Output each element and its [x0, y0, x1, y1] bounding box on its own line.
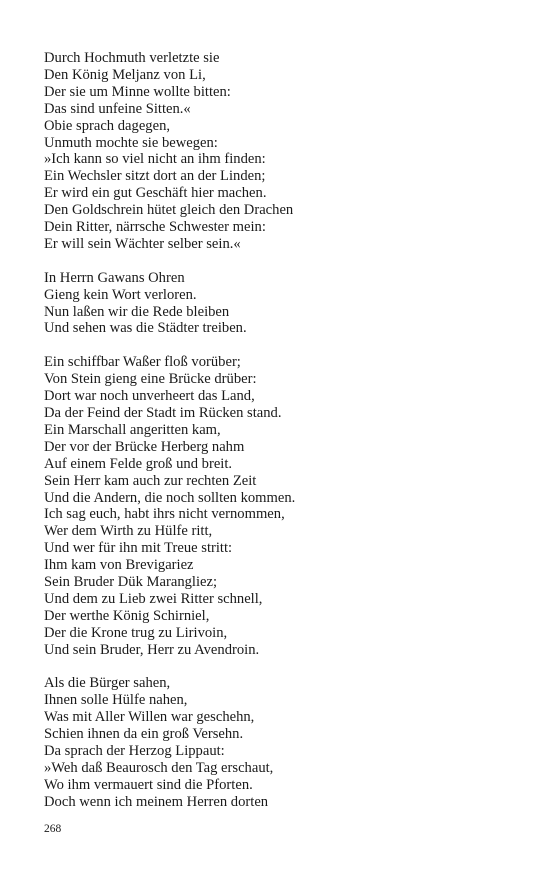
page-number: 268	[44, 823, 62, 835]
verse-line: Unmuth mochte sie bewegen:	[44, 134, 218, 151]
verse-line: Den König Meljanz von Li,	[44, 66, 206, 83]
verse-line: Ihnen solle Hülfe nahen,	[44, 692, 188, 709]
verse-line: Er wird ein gut Geschäft hier machen.	[44, 185, 267, 202]
verse-line: »Ich kann so viel nicht an ihm finden:	[44, 151, 266, 168]
verse-line: Und sein Bruder, Herr zu Avendroin.	[44, 641, 260, 658]
verse-line: Und die Andern, die noch sollten kommen.	[44, 489, 296, 506]
verse-line: Das sind unfeine Sitten.«	[44, 100, 191, 117]
verse-line: Schien ihnen da ein groß Versehn.	[44, 726, 244, 743]
verse-line: Wer dem Wirth zu Hülfe ritt,	[44, 523, 213, 540]
verse-line: Obie sprach dagegen,	[44, 117, 171, 134]
verse-line: Von Stein gieng eine Brücke drüber:	[44, 371, 257, 388]
verse-line: Dein Ritter, närrsche Schwester mein:	[44, 219, 266, 236]
verse-line: Und sehen was die Städter treiben.	[44, 320, 247, 337]
verse-line: Ein schiffbar Waßer floß vorüber;	[44, 354, 241, 371]
verse-line: Ich sag euch, habt ihrs nicht vernommen,	[44, 506, 285, 523]
verse-line: Da sprach der Herzog Lippaut:	[44, 743, 225, 760]
verse-line: Sein Bruder Dük Marangliez;	[44, 574, 218, 591]
stanza-3	[44, 354, 514, 658]
verse-line: Der werthe König Schirniel,	[44, 607, 210, 624]
verse-line: Den Goldschrein hütet gleich den Drachen	[44, 202, 294, 219]
verse-line: »Weh daß Beaurosch den Tag erschaut,	[44, 760, 274, 777]
verse-line: Ein Marschall angeritten kam,	[44, 421, 221, 438]
verse-line: Ihm kam von Brevigariez	[44, 557, 194, 574]
verse-line: Und wer für ihn mit Treue stritt:	[44, 540, 233, 557]
verse-line: Ein Wechsler sitzt dort an der Linden;	[44, 168, 266, 185]
verse-line: In Herrn Gawans Ohren	[44, 269, 185, 286]
verse-line: Wo ihm vermauert sind die Pforten.	[44, 776, 253, 793]
verse-line: Auf einem Felde groß und breit.	[44, 455, 233, 472]
stanza-1	[44, 50, 514, 253]
verse-line: Der vor der Brücke Herberg nahm	[44, 438, 245, 455]
verse-line: Und dem zu Lieb zwei Ritter schnell,	[44, 590, 263, 607]
verse-line: Der sie um Minne wollte bitten:	[44, 83, 231, 100]
verse-line: Nun laßen wir die Rede bleiben	[44, 303, 230, 320]
stanza-4	[44, 675, 514, 810]
verse-line: Der die Krone trug zu Lirivoin,	[44, 624, 228, 641]
stanza-2	[44, 270, 514, 338]
verse-line: Da der Feind der Stadt im Rücken stand.	[44, 405, 282, 421]
verse-line: Dort war noch unverheert das Land,	[44, 388, 255, 405]
verse-line: Was mit Aller Willen war geschehn,	[44, 709, 255, 726]
verse-line: Er will sein Wächter selber sein.«	[44, 235, 241, 252]
poem-text	[44, 50, 514, 811]
verse-line: Doch wenn ich meinem Herren dorten	[44, 793, 269, 810]
verse-line: Als die Bürger sahen,	[44, 675, 171, 692]
verse-line: Durch Hochmuth verletzte sie	[44, 50, 220, 66]
verse-line: Sein Herr kam auch zur rechten Zeit	[44, 472, 257, 489]
verse-line: Gieng kein Wort verloren.	[44, 286, 197, 303]
